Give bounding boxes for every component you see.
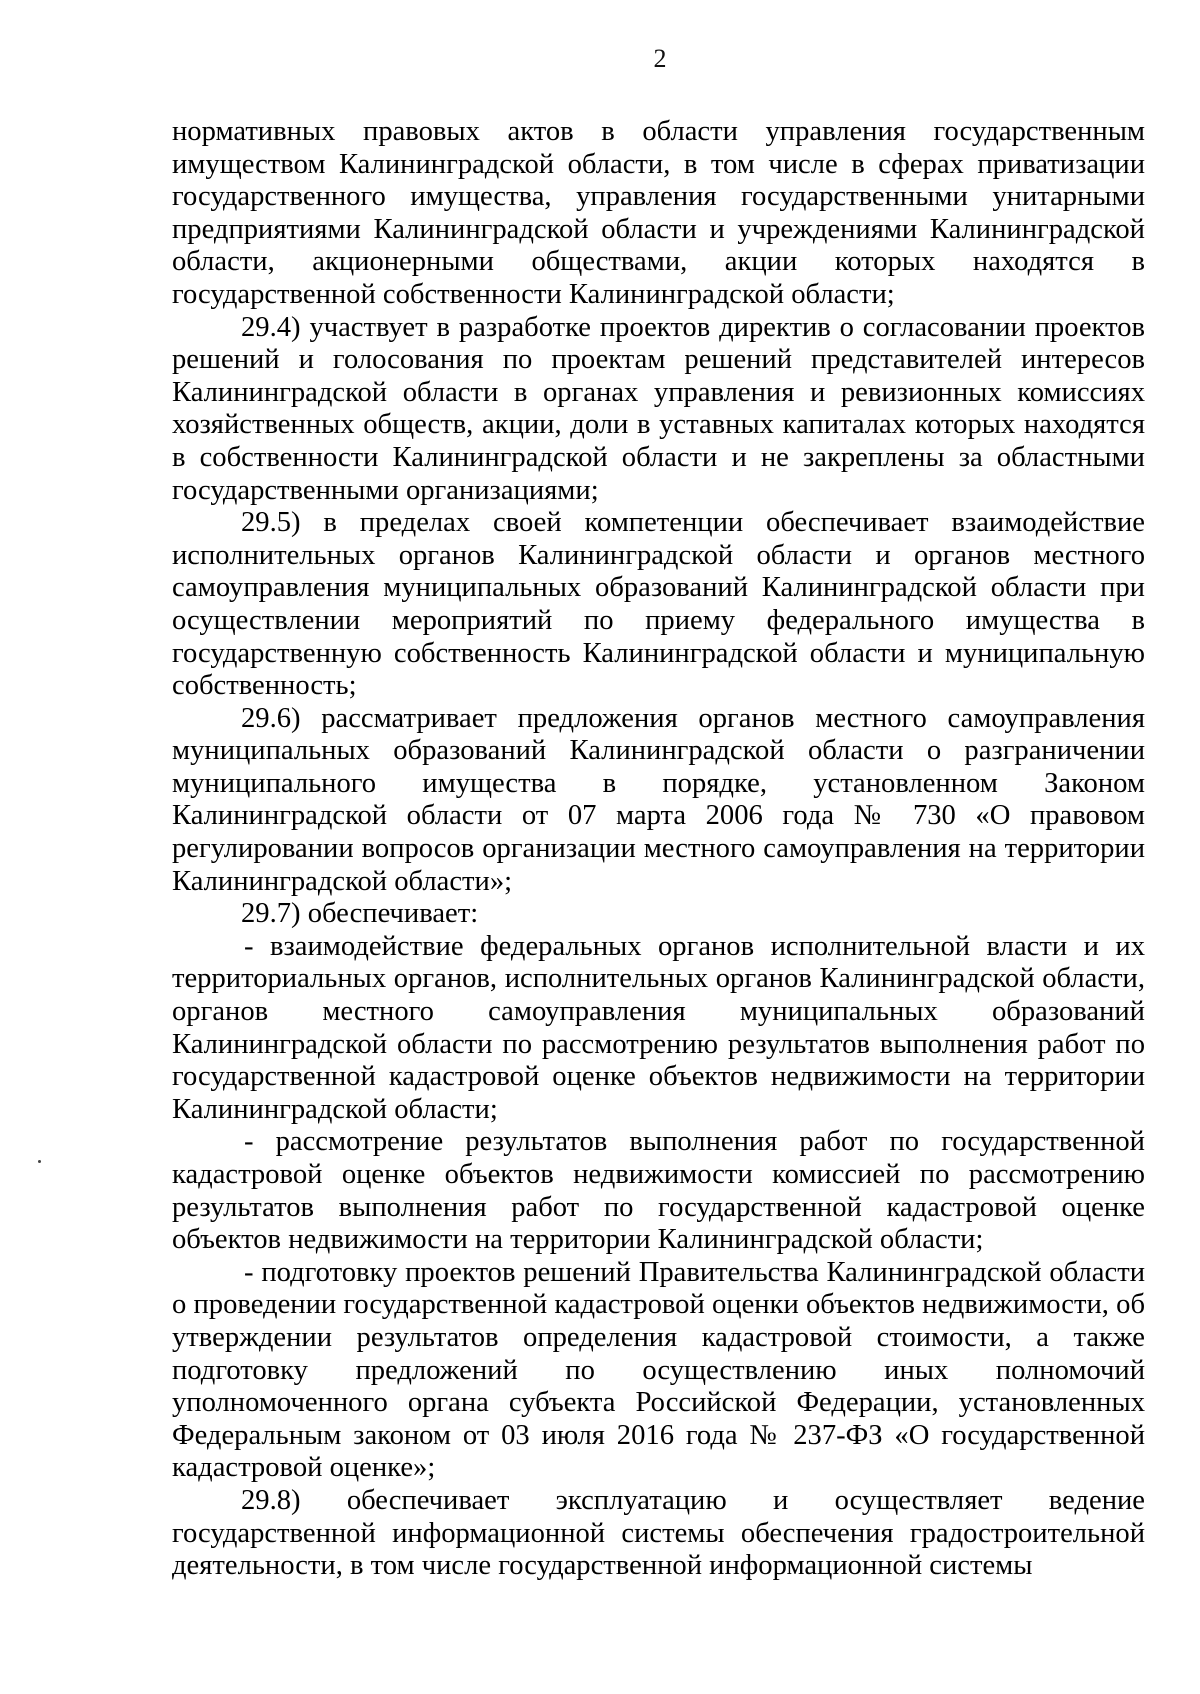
paragraph-29-4: 29.4) участвует в разработке проектов директив о согласовании проектов решений и голосования по проектам решений представителей интересов Калининградской области в органах управления и ревизионных комиссиях хозяйственных обществ, акции, доли в уставных капиталах которых находятся в собственности Калининградской области и не закреплены за областными государственными организациями; bbox=[172, 311, 1145, 506]
paragraph-29-6: 29.6) рассматривает предложения органов местного самоуправления муниципальных образований Калининградской области о разграничении муниципального имущества в порядке, установленном Законом Калининградской области от 07 марта 2006 года № 730 «О правовом регулировании вопросов организации местного самоуправления на территории Калининградской области»; bbox=[172, 702, 1145, 897]
list-item-preparation: - подготовку проектов решений Правительства Калининградской области о проведении государственной кадастровой оценки объектов недвижимости, об утверждении результатов определения кадастровой стоимости, а также подготовку предложений по осуществлению иных полномочий уполномоченного органа субъекта Российской Федерации, установленных Федеральным законом от 03 июля 2016 года № 237-ФЗ «О государственной кадастровой оценке»; bbox=[172, 1256, 1145, 1484]
list-item-review: - рассмотрение результатов выполнения работ по государственной кадастровой оценке объектов недвижимости комиссией по рассмотрению результатов выполнения работ по государственной кадастровой оценке объектов недвижимости на территории Калининградской области; bbox=[172, 1126, 1145, 1256]
page-number: 2 bbox=[653, 44, 667, 73]
scan-speck bbox=[38, 1160, 41, 1163]
paragraph-29-7: 29.7) обеспечивает: bbox=[241, 898, 479, 930]
paragraph-continuation: нормативных правовых актов в области управления государственным имуществом Калининградской области, в том числе в сферах приватизации государственного имущества, управления государственными унитарными предприятиями Калининградской области и учреждениями Калининградской области, акционерными обществами, акции которых находятся в государственной собственности Калининградской области; bbox=[172, 116, 1145, 310]
document-body bbox=[172, 116, 1145, 1583]
list-item-interaction: - взаимодействие федеральных органов исполнительной власти и их территориальных органов, исполнительных органов Калининградской области, органов местного самоуправления муниципальных образований Калининградской области по рассмотрению результатов выполнения работ по государственной кадастровой оценке объектов недвижимости на территории Калининградской области; bbox=[172, 930, 1145, 1125]
paragraph-29-5: 29.5) в пределах своей компетенции обеспечивает взаимодействие исполнительных органов Калининградской области и органов местного самоуправления муниципальных образований Калининградской области при осуществлении мероприятий по приему федерального имущества в государственную собственность Калининградской области и муниципальную собственность; bbox=[172, 507, 1145, 702]
paragraph-29-8: 29.8) обеспечивает эксплуатацию и осуществляет ведение государственной информационной системы обеспечения градостроительной деятельности, в том числе государственной информационной системы bbox=[172, 1484, 1145, 1582]
